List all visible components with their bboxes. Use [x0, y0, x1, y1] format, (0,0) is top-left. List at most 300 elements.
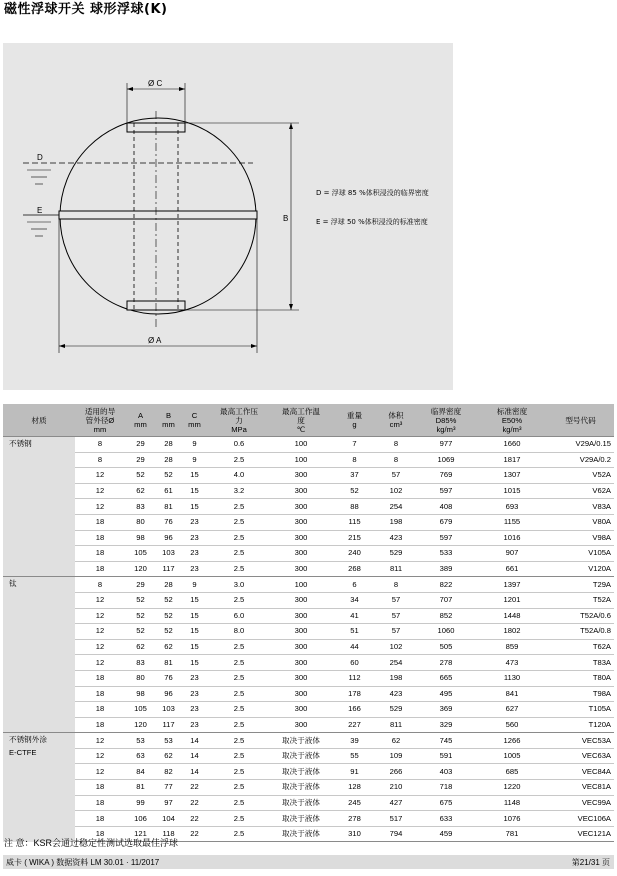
table-cell: 117 [156, 717, 181, 733]
table-cell: 6 [332, 577, 377, 593]
table-cell: 4.0 [208, 468, 270, 484]
table-cell: 18 [75, 530, 125, 546]
table-cell: 300 [270, 514, 332, 530]
table-cell: 97 [156, 795, 181, 811]
column-header [477, 404, 547, 437]
column-header-line: MPa [231, 424, 247, 434]
table-cell: V80A [547, 514, 614, 530]
table-cell: 99 [125, 795, 156, 811]
table-cell: 8 [75, 577, 125, 593]
material-label: 不锈钢外涂 [9, 735, 47, 745]
table-cell: 166 [332, 702, 377, 718]
table-row [3, 561, 614, 577]
table-cell: 12 [75, 483, 125, 499]
table-cell: 12 [75, 592, 125, 608]
table-row [3, 764, 614, 780]
table-cell: V98A [547, 530, 614, 546]
table-cell: 459 [415, 826, 477, 842]
column-header-line: D85% [435, 415, 457, 425]
table-cell: VEC81A [547, 780, 614, 796]
table-cell: 62 [156, 748, 181, 764]
table-cell: 627 [477, 702, 547, 718]
label-d: D [37, 153, 43, 162]
table-cell: 23 [181, 702, 208, 718]
table-cell: 98 [125, 686, 156, 702]
table-cell: VEC106A [547, 811, 614, 827]
table-cell: 52 [156, 608, 181, 624]
table-cell: 12 [75, 655, 125, 671]
table-cell: 22 [181, 795, 208, 811]
table-cell: 12 [75, 468, 125, 484]
table-row [3, 592, 614, 608]
table-cell: 128 [332, 780, 377, 796]
footnote: 注 意：KSR会通过稳定性测试选取最佳浮球 [4, 838, 179, 848]
table-cell: T52A [547, 592, 614, 608]
table-cell: 22 [181, 826, 208, 842]
table-cell: 22 [181, 811, 208, 827]
column-header-line: 标准密度 [496, 406, 528, 416]
table-cell: V120A [547, 561, 614, 577]
table-cell: T52A/0.8 [547, 624, 614, 640]
table-cell: 83 [125, 499, 156, 515]
table-row [3, 483, 614, 499]
table-cell: V29A/0.15 [547, 437, 614, 453]
table-cell: 2.5 [208, 686, 270, 702]
material-cell [3, 577, 75, 733]
table-cell: 12 [75, 624, 125, 640]
table-cell: 102 [377, 483, 415, 499]
table-cell: 120 [125, 717, 156, 733]
table-cell: 1005 [477, 748, 547, 764]
table-cell: 100 [270, 437, 332, 453]
table-cell: 1266 [477, 733, 547, 749]
material-cell [3, 437, 75, 577]
table-cell: 7 [332, 437, 377, 453]
table-cell: 389 [415, 561, 477, 577]
table-row [3, 686, 614, 702]
table-cell: 取决于液体 [270, 733, 332, 749]
table-row [3, 452, 614, 468]
table-cell: 1016 [477, 530, 547, 546]
table-cell: 取决于液体 [270, 795, 332, 811]
table-cell: VEC53A [547, 733, 614, 749]
column-header [208, 404, 270, 437]
table-cell: 34 [332, 592, 377, 608]
table-cell: 117 [156, 561, 181, 577]
table-cell: 2.5 [208, 499, 270, 515]
table-cell: 80 [125, 670, 156, 686]
table-cell: 18 [75, 514, 125, 530]
table-cell: 62 [377, 733, 415, 749]
table-cell: T98A [547, 686, 614, 702]
table-row [3, 624, 614, 640]
table-cell: 15 [181, 468, 208, 484]
table-cell: 300 [270, 624, 332, 640]
table-cell: 300 [270, 592, 332, 608]
table-cell: 取决于液体 [270, 811, 332, 827]
table-cell: 3.2 [208, 483, 270, 499]
label-e: E [37, 206, 43, 215]
table-cell: 268 [332, 561, 377, 577]
table-cell: 473 [477, 655, 547, 671]
table-cell: 9 [181, 437, 208, 453]
table-cell: 266 [377, 764, 415, 780]
table-cell: 2.5 [208, 655, 270, 671]
table-cell: 1802 [477, 624, 547, 640]
table-cell: 52 [156, 624, 181, 640]
table-cell: 84 [125, 764, 156, 780]
table-cell: 23 [181, 514, 208, 530]
table-cell: 28 [156, 437, 181, 453]
column-header-line: mm [162, 420, 175, 429]
column-header-line: ℃ [296, 424, 306, 434]
column-header-line: 型号代码 [565, 415, 596, 425]
table-cell: 18 [75, 795, 125, 811]
table-cell: 8 [332, 452, 377, 468]
label-a: Ø A [148, 336, 162, 345]
table-cell: 369 [415, 702, 477, 718]
table-cell: 517 [377, 811, 415, 827]
table-cell: 278 [415, 655, 477, 671]
table-cell: 14 [181, 764, 208, 780]
table-cell: 8 [377, 437, 415, 453]
table-row [3, 780, 614, 796]
legend-d: D = 浮球 85 %体积浸没的临界密度 [316, 189, 429, 197]
table-cell: 300 [270, 546, 332, 562]
table-cell: 245 [332, 795, 377, 811]
page-title: 磁性浮球开关 球形浮球(K) [4, 2, 168, 17]
table-cell: 8.0 [208, 624, 270, 640]
table-cell: 8 [377, 577, 415, 593]
table-cell: 718 [415, 780, 477, 796]
table-cell: 52 [156, 592, 181, 608]
column-header-line: B [165, 411, 172, 420]
footer-source: 威卡 ( WIKA ) 数据资料 LM 30.01 · 11/2017 [6, 858, 160, 867]
table-cell: 781 [477, 826, 547, 842]
table-cell: 300 [270, 499, 332, 515]
table-cell: 794 [377, 826, 415, 842]
table-cell: 685 [477, 764, 547, 780]
table-row [3, 702, 614, 718]
table-cell: 12 [75, 499, 125, 515]
table-cell: 61 [156, 483, 181, 499]
table-cell: 103 [156, 546, 181, 562]
table-cell: 29 [125, 437, 156, 453]
table-row [3, 655, 614, 671]
table-cell: 76 [156, 514, 181, 530]
table-cell: 841 [477, 686, 547, 702]
column-header [181, 404, 208, 437]
table-cell: 62 [156, 639, 181, 655]
table-cell: 18 [75, 546, 125, 562]
material-label: 不锈钢 [9, 439, 32, 448]
table-cell: 811 [377, 561, 415, 577]
table-cell: 6.0 [208, 608, 270, 624]
column-header-line: 最高工作温 [282, 406, 320, 416]
table-cell: 109 [377, 748, 415, 764]
column-header-line: 力 [235, 415, 243, 425]
table-cell: 12 [75, 748, 125, 764]
table-cell: 115 [332, 514, 377, 530]
table-cell: 57 [377, 468, 415, 484]
column-header-line: C [191, 411, 198, 420]
table-cell: 81 [156, 499, 181, 515]
column-header-line: mm [93, 424, 107, 434]
table-cell: T105A [547, 702, 614, 718]
table-cell: 300 [270, 483, 332, 499]
table-cell: 1015 [477, 483, 547, 499]
label-c: Ø C [148, 79, 163, 88]
table-cell: 60 [332, 655, 377, 671]
table-cell: 597 [415, 530, 477, 546]
table-cell: 560 [477, 717, 547, 733]
table-cell: 12 [75, 608, 125, 624]
table-cell: 52 [332, 483, 377, 499]
table-cell: 取决于液体 [270, 764, 332, 780]
table-cell: 240 [332, 546, 377, 562]
table-cell: 178 [332, 686, 377, 702]
table-cell: 977 [415, 437, 477, 453]
table-cell: 1397 [477, 577, 547, 593]
table-cell: 100 [270, 577, 332, 593]
material-label: E-CTFE [9, 748, 37, 758]
table-cell: 18 [75, 702, 125, 718]
table-cell: 51 [332, 624, 377, 640]
table-cell: 91 [332, 764, 377, 780]
table-cell: 9 [181, 452, 208, 468]
table-cell: V52A [547, 468, 614, 484]
table-cell: 300 [270, 717, 332, 733]
table-cell: 18 [75, 561, 125, 577]
table-cell: 1060 [415, 624, 477, 640]
table-row [3, 530, 614, 546]
table-row [3, 437, 614, 453]
table-cell: 300 [270, 468, 332, 484]
table-cell: 100 [270, 452, 332, 468]
table-row [3, 733, 614, 749]
column-header-line: 适用的导 [84, 406, 116, 416]
table-cell: 1155 [477, 514, 547, 530]
table-cell: 52 [125, 592, 156, 608]
column-header-line: 体积 [388, 411, 404, 420]
table-cell: V62A [547, 483, 614, 499]
table-cell: 15 [181, 483, 208, 499]
table-cell: 0.6 [208, 437, 270, 453]
table-cell: 822 [415, 577, 477, 593]
table-cell: 907 [477, 546, 547, 562]
table-cell: 23 [181, 717, 208, 733]
table-cell: 103 [156, 702, 181, 718]
table-cell: 取决于液体 [270, 780, 332, 796]
table-cell: 23 [181, 670, 208, 686]
table-cell: 52 [125, 608, 156, 624]
table-cell: 18 [75, 780, 125, 796]
table-cell: 278 [332, 811, 377, 827]
page-footer [3, 855, 614, 869]
table-cell: 227 [332, 717, 377, 733]
table-cell: 2.5 [208, 702, 270, 718]
table-cell: 96 [156, 686, 181, 702]
table-row [3, 514, 614, 530]
table-cell: 62 [125, 483, 156, 499]
table-cell: 37 [332, 468, 377, 484]
table-cell: 83 [125, 655, 156, 671]
column-header-line: cm³ [389, 420, 403, 429]
table-cell: 88 [332, 499, 377, 515]
column-header [75, 404, 125, 437]
float-diagram [3, 43, 453, 390]
table-cell: 62 [125, 639, 156, 655]
table-cell: 769 [415, 468, 477, 484]
table-cell: 57 [377, 592, 415, 608]
table-cell: 12 [75, 733, 125, 749]
table-cell: 18 [75, 811, 125, 827]
table-cell: VEC84A [547, 764, 614, 780]
table-cell: 57 [377, 608, 415, 624]
table-cell: 2.5 [208, 795, 270, 811]
table-cell: 2.5 [208, 639, 270, 655]
column-header [332, 404, 377, 437]
table-cell: 取决于液体 [270, 748, 332, 764]
table-cell: 1660 [477, 437, 547, 453]
table-cell: 2.5 [208, 592, 270, 608]
table-cell: 1148 [477, 795, 547, 811]
float-spec-table [3, 404, 614, 842]
table-cell: 52 [125, 624, 156, 640]
table-cell: 811 [377, 717, 415, 733]
table-cell: 423 [377, 530, 415, 546]
table-cell: 8 [75, 452, 125, 468]
table-cell: 105 [125, 702, 156, 718]
table-cell: 15 [181, 655, 208, 671]
table-cell: 104 [156, 811, 181, 827]
material-label: 钛 [9, 579, 17, 589]
table-cell: T29A [547, 577, 614, 593]
column-header-line: 最高工作压 [220, 406, 258, 416]
footer-page-number: 第21/31 页 [571, 858, 610, 867]
table-cell: V105A [547, 546, 614, 562]
table-cell: 2.5 [208, 764, 270, 780]
table-cell: V83A [547, 499, 614, 515]
table-row [3, 639, 614, 655]
table-cell: 300 [270, 670, 332, 686]
table-cell: 408 [415, 499, 477, 515]
table-cell: 300 [270, 561, 332, 577]
column-header-line: 重量 [346, 411, 363, 420]
column-header [125, 404, 156, 437]
table-cell: 81 [125, 780, 156, 796]
column-header [270, 404, 332, 437]
column-header-line: A [137, 411, 144, 420]
table-row [3, 577, 614, 593]
table-cell: 14 [181, 733, 208, 749]
table-cell: 44 [332, 639, 377, 655]
label-b: B [283, 214, 289, 223]
table-cell: 18 [75, 717, 125, 733]
table-cell: 106 [125, 811, 156, 827]
table-cell: 495 [415, 686, 477, 702]
table-cell: 112 [332, 670, 377, 686]
legend-e: E = 浮球 50 %体积浸没的标准密度 [316, 218, 428, 226]
table-cell: 2.5 [208, 530, 270, 546]
table-row [3, 608, 614, 624]
table-cell: 403 [415, 764, 477, 780]
table-row [3, 468, 614, 484]
table-cell: 679 [415, 514, 477, 530]
table-row [3, 499, 614, 515]
table-cell: 22 [181, 780, 208, 796]
table-cell: VEC99A [547, 795, 614, 811]
table-cell: 18 [75, 686, 125, 702]
table-cell: 300 [270, 655, 332, 671]
table-cell: 3.0 [208, 577, 270, 593]
table-cell: 300 [270, 608, 332, 624]
table-cell: 2.5 [208, 561, 270, 577]
column-header [547, 404, 614, 437]
table-row [3, 546, 614, 562]
table-row [3, 748, 614, 764]
table-cell: 53 [156, 733, 181, 749]
table-cell: 254 [377, 499, 415, 515]
table-cell: T62A [547, 639, 614, 655]
column-header-line: 材质 [31, 415, 47, 425]
table-cell: 707 [415, 592, 477, 608]
table-cell: V29A/0.2 [547, 452, 614, 468]
table-cell: 300 [270, 530, 332, 546]
column-header-line: kg/m³ [502, 424, 522, 434]
table-cell: 55 [332, 748, 377, 764]
table-cell: 745 [415, 733, 477, 749]
table-cell: 118 [156, 826, 181, 842]
table-cell: 1069 [415, 452, 477, 468]
table-cell: 12 [75, 764, 125, 780]
table-cell: 15 [181, 608, 208, 624]
column-header-line: 临界密度 [430, 406, 462, 416]
float-dimension-drawing [3, 43, 453, 390]
table-cell: 96 [156, 530, 181, 546]
table-cell: 505 [415, 639, 477, 655]
table-cell: 23 [181, 561, 208, 577]
table-cell: 52 [156, 468, 181, 484]
table-cell: 859 [477, 639, 547, 655]
table-cell: 215 [332, 530, 377, 546]
table-cell: 1076 [477, 811, 547, 827]
table-cell: 427 [377, 795, 415, 811]
column-header [377, 404, 415, 437]
table-cell: 198 [377, 670, 415, 686]
table-cell: 76 [156, 670, 181, 686]
table-cell: T52A/0.6 [547, 608, 614, 624]
table-cell: VEC63A [547, 748, 614, 764]
table-cell: T80A [547, 670, 614, 686]
column-header [156, 404, 181, 437]
table-cell: 29 [125, 577, 156, 593]
table-cell: 28 [156, 452, 181, 468]
table-cell: 41 [332, 608, 377, 624]
table-cell: 23 [181, 546, 208, 562]
table-row [3, 811, 614, 827]
table-cell: 81 [156, 655, 181, 671]
table-cell: T83A [547, 655, 614, 671]
table-row [3, 717, 614, 733]
table-cell: 15 [181, 592, 208, 608]
column-header-line: E50% [501, 415, 523, 425]
table-cell: 254 [377, 655, 415, 671]
table-cell: 1201 [477, 592, 547, 608]
column-header-line: 度 [297, 415, 305, 425]
table-cell: 23 [181, 686, 208, 702]
table-cell: 300 [270, 702, 332, 718]
